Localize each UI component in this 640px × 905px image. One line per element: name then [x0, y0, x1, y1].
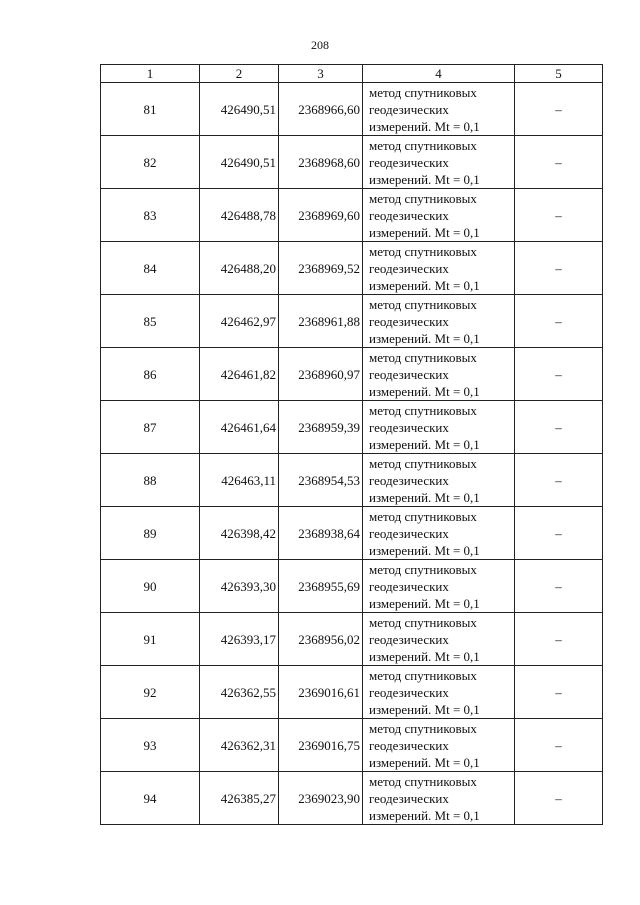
y-coordinate-cell: 2368968,60 [279, 136, 363, 189]
method-cell [363, 666, 515, 719]
y-coordinate-cell: 2369016,61 [279, 666, 363, 719]
method-line: измерений. Mt = 0,1 [369, 277, 480, 293]
x-coordinate-cell: 426488,78 [200, 189, 279, 242]
method-line: метод спутниковых [369, 84, 477, 100]
method-line: измерений. Mt = 0,1 [369, 330, 480, 346]
note-cell: – [515, 560, 603, 613]
method-cell [363, 348, 515, 401]
method-cell [363, 719, 515, 772]
y-coordinate-cell: 2368954,53 [279, 454, 363, 507]
method-line: геодезических [369, 154, 449, 170]
column-header-2: 2 [200, 65, 279, 83]
point-number-cell: 84 [101, 242, 200, 295]
method-line: измерений. Mt = 0,1 [369, 701, 480, 717]
y-coordinate-cell: 2368938,64 [279, 507, 363, 560]
y-coordinate-cell: 2368956,02 [279, 613, 363, 666]
note-cell: – [515, 772, 603, 825]
method-line: геодезических [369, 684, 449, 700]
method-line: метод спутниковых [369, 773, 477, 789]
method-line: геодезических [369, 790, 449, 806]
method-cell [363, 136, 515, 189]
y-coordinate-cell: 2368959,39 [279, 401, 363, 454]
x-coordinate-cell: 426461,82 [200, 348, 279, 401]
table-header [101, 65, 603, 83]
note-cell: – [515, 454, 603, 507]
method-line: геодезических [369, 737, 449, 753]
method-line: метод спутниковых [369, 508, 477, 524]
x-coordinate-cell: 426461,64 [200, 401, 279, 454]
note-cell: – [515, 136, 603, 189]
method-line: метод спутниковых [369, 402, 477, 418]
x-coordinate-cell: 426490,51 [200, 83, 279, 136]
method-line: измерений. Mt = 0,1 [369, 224, 480, 240]
method-line: измерений. Mt = 0,1 [369, 648, 480, 664]
method-line: метод спутниковых [369, 296, 477, 312]
note-cell: – [515, 507, 603, 560]
method-line: метод спутниковых [369, 561, 477, 577]
x-coordinate-cell: 426488,20 [200, 242, 279, 295]
x-coordinate-cell: 426463,11 [200, 454, 279, 507]
table-row [101, 136, 603, 189]
note-cell: – [515, 242, 603, 295]
method-line: измерений. Mt = 0,1 [369, 118, 480, 134]
x-coordinate-cell: 426362,55 [200, 666, 279, 719]
method-line: измерений. Mt = 0,1 [369, 489, 480, 505]
point-number-cell: 88 [101, 454, 200, 507]
method-line: геодезических [369, 472, 449, 488]
method-line: геодезических [369, 631, 449, 647]
table-row [101, 295, 603, 348]
note-cell: – [515, 295, 603, 348]
method-line: метод спутниковых [369, 667, 477, 683]
y-coordinate-cell: 2368969,52 [279, 242, 363, 295]
x-coordinate-cell: 426385,27 [200, 772, 279, 825]
y-coordinate-cell: 2368969,60 [279, 189, 363, 242]
coordinates-table [100, 64, 603, 825]
method-line: геодезических [369, 578, 449, 594]
method-line: метод спутниковых [369, 455, 477, 471]
note-cell: – [515, 401, 603, 454]
point-number-cell: 94 [101, 772, 200, 825]
method-line: измерений. Mt = 0,1 [369, 436, 480, 452]
y-coordinate-cell: 2368955,69 [279, 560, 363, 613]
point-number-cell: 89 [101, 507, 200, 560]
method-line: метод спутниковых [369, 243, 477, 259]
table-row [101, 401, 603, 454]
table-row [101, 613, 603, 666]
method-cell [363, 83, 515, 136]
method-cell [363, 613, 515, 666]
x-coordinate-cell: 426462,97 [200, 295, 279, 348]
column-header-5: 5 [515, 65, 603, 83]
y-coordinate-cell: 2369016,75 [279, 719, 363, 772]
y-coordinate-cell: 2368960,97 [279, 348, 363, 401]
method-line: метод спутниковых [369, 720, 477, 736]
method-line: метод спутниковых [369, 190, 477, 206]
note-cell: – [515, 83, 603, 136]
y-coordinate-cell: 2368961,88 [279, 295, 363, 348]
point-number-cell: 90 [101, 560, 200, 613]
method-line: измерений. Mt = 0,1 [369, 807, 480, 823]
method-cell [363, 189, 515, 242]
x-coordinate-cell: 426490,51 [200, 136, 279, 189]
x-coordinate-cell: 426393,17 [200, 613, 279, 666]
method-cell [363, 401, 515, 454]
table-row [101, 772, 603, 825]
note-cell: – [515, 348, 603, 401]
point-number-cell: 91 [101, 613, 200, 666]
note-cell: – [515, 666, 603, 719]
table-row [101, 242, 603, 295]
note-cell: – [515, 613, 603, 666]
method-line: геодезических [369, 260, 449, 276]
x-coordinate-cell: 426398,42 [200, 507, 279, 560]
method-line: метод спутниковых [369, 137, 477, 153]
y-coordinate-cell: 2369023,90 [279, 772, 363, 825]
method-line: геодезических [369, 101, 449, 117]
table-row [101, 507, 603, 560]
page-number: 208 [311, 38, 329, 52]
table-row [101, 454, 603, 507]
method-line: измерений. Mt = 0,1 [369, 595, 480, 611]
x-coordinate-cell: 426362,31 [200, 719, 279, 772]
method-line: геодезических [369, 419, 449, 435]
method-line: метод спутниковых [369, 349, 477, 365]
method-line: геодезических [369, 525, 449, 541]
table-row [101, 560, 603, 613]
method-line: геодезических [369, 207, 449, 223]
method-cell [363, 242, 515, 295]
point-number-cell: 92 [101, 666, 200, 719]
method-cell [363, 560, 515, 613]
table-body [101, 83, 603, 825]
point-number-cell: 86 [101, 348, 200, 401]
method-line: измерений. Mt = 0,1 [369, 171, 480, 187]
table-row [101, 83, 603, 136]
method-cell [363, 295, 515, 348]
method-cell [363, 772, 515, 825]
header-row [101, 65, 603, 83]
method-line: геодезических [369, 313, 449, 329]
table-row [101, 348, 603, 401]
method-line: геодезических [369, 366, 449, 382]
column-header-4: 4 [363, 65, 515, 83]
point-number-cell: 83 [101, 189, 200, 242]
point-number-cell: 81 [101, 83, 200, 136]
note-cell: – [515, 189, 603, 242]
method-cell [363, 454, 515, 507]
method-cell [363, 507, 515, 560]
point-number-cell: 82 [101, 136, 200, 189]
note-cell: – [515, 719, 603, 772]
method-line: измерений. Mt = 0,1 [369, 754, 480, 770]
x-coordinate-cell: 426393,30 [200, 560, 279, 613]
table-row [101, 719, 603, 772]
method-line: измерений. Mt = 0,1 [369, 542, 480, 558]
table-row [101, 189, 603, 242]
point-number-cell: 87 [101, 401, 200, 454]
column-header-3: 3 [279, 65, 363, 83]
method-line: метод спутниковых [369, 614, 477, 630]
point-number-cell: 93 [101, 719, 200, 772]
point-number-cell: 85 [101, 295, 200, 348]
column-header-1: 1 [101, 65, 200, 83]
table-row [101, 666, 603, 719]
method-line: измерений. Mt = 0,1 [369, 383, 480, 399]
y-coordinate-cell: 2368966,60 [279, 83, 363, 136]
